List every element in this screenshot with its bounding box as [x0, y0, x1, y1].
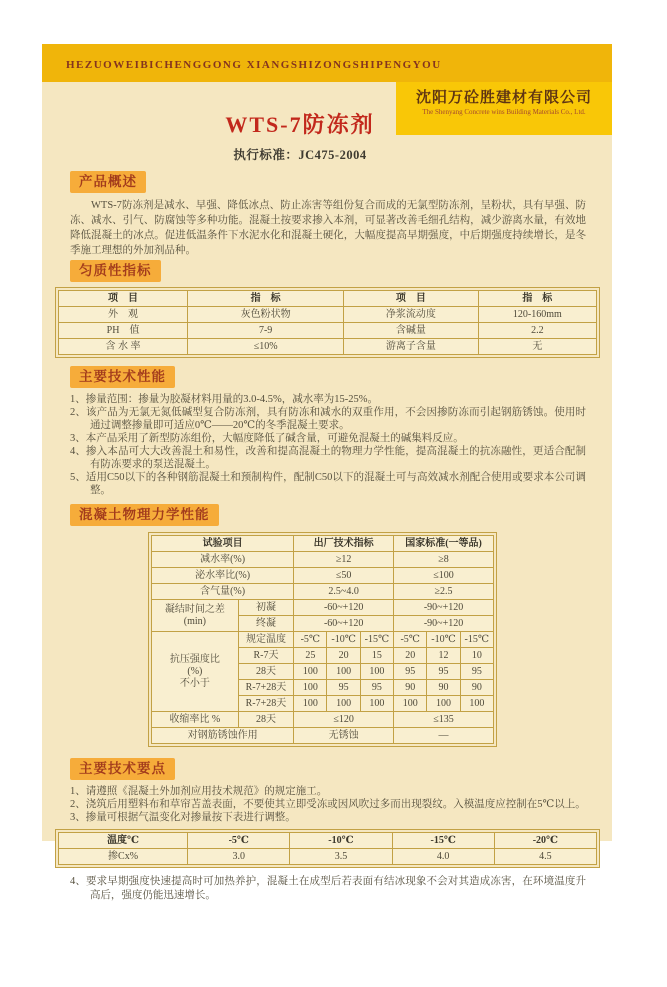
table-cell: -5℃	[394, 632, 427, 648]
table-cell: 90	[460, 680, 493, 696]
strength-unit: (%)	[187, 665, 203, 677]
table-row	[152, 568, 494, 584]
table-row	[59, 323, 597, 339]
performance-list	[70, 393, 586, 497]
table-cell: PH 值	[59, 323, 188, 339]
table-header-row	[59, 833, 597, 849]
list-item: 1、请遵照《混凝土外加剂应用技术规范》的规定施工。	[70, 786, 328, 797]
table-cell: 指 标	[188, 291, 344, 307]
table-cell: 含气量(%)	[152, 584, 294, 600]
table-cell: 28天	[238, 712, 293, 728]
table-row	[59, 307, 597, 323]
table-cell: ≤135	[394, 712, 494, 728]
section-heading-mechanics: 混凝土物理力学性能	[70, 504, 219, 526]
table-cell: -20℃	[494, 833, 596, 849]
table-cell: 100	[327, 664, 360, 680]
table-cell: 100	[360, 696, 393, 712]
table-cell: 100	[460, 696, 493, 712]
setting-unit: (min)	[183, 615, 206, 627]
strength-label: 抗压强度比	[169, 653, 220, 665]
table-cell: 20	[327, 648, 360, 664]
table-row	[152, 600, 494, 616]
table-cell: 20	[394, 648, 427, 664]
list-item: 5、适用C50以下的各种钢筋混凝土和预制构件，配制C50以下的混凝土可与高效减水剂配合使用或要求本公司调整。	[70, 472, 586, 496]
list-item: 4、掺入本品可大大改善混土和易性，改善和提高混凝土的物理力学性能，提高混凝土的抗冻融性，更适合配制有防冻要求的泵送混凝土。	[70, 446, 586, 470]
table-row	[152, 712, 494, 728]
table-cell: 10	[460, 648, 493, 664]
table-row	[152, 552, 494, 568]
table-cell: 对钢筋锈蚀作用	[152, 728, 294, 744]
closing-note: 4、要求早期强度快速提高时可加热养护，混凝土在成型后若表面有结冰现象不会对其造成冻害，在环境温度升高后，强度仍能迅速增长。	[70, 876, 586, 901]
table-cell: 7-9	[188, 323, 344, 339]
mechanics-table	[148, 532, 497, 747]
table-row	[152, 728, 494, 744]
table-cell: ≤100	[394, 568, 494, 584]
table-cell: ≥2.5	[394, 584, 494, 600]
table-header-row	[59, 291, 597, 307]
table-cell: 100	[360, 664, 393, 680]
table-cell: 100	[294, 664, 327, 680]
table-cell: 游离子含量	[344, 339, 479, 355]
table-cell: 指 标	[478, 291, 596, 307]
list-item: 3、本产品采用了新型防冻组份，大幅度降低了碱含量，可避免混凝土的碱集料反应。	[70, 433, 464, 444]
table-cell: 减水率(%)	[152, 552, 294, 568]
table-cell: 100	[327, 696, 360, 712]
table-row	[152, 584, 494, 600]
table-cell: -10℃	[327, 632, 360, 648]
table-cell: -60~+120	[294, 600, 394, 616]
table-cell: 出厂技术指标	[294, 536, 394, 552]
section-heading-performance: 主要技术性能	[70, 366, 175, 388]
table-cell: 95	[327, 680, 360, 696]
table-cell: 90	[394, 680, 427, 696]
strength-note: 不小于	[179, 677, 210, 689]
table-cell: R-7+28天	[238, 696, 293, 712]
company-box	[396, 82, 612, 135]
list-item: 1、掺量范围：掺量为胶凝材料用量的3.0-4.5%，减水率为15-25%。	[70, 394, 378, 405]
table-cell: R-7天	[238, 648, 293, 664]
table-cell: 100	[394, 696, 427, 712]
table-cell: 100	[294, 680, 327, 696]
table-cell: 2.5~4.0	[294, 584, 394, 600]
table-cell: ≥8	[394, 552, 494, 568]
section-heading-homogeneity: 匀质性指标	[70, 260, 161, 282]
table-cell	[152, 632, 239, 712]
table-cell: 2.2	[478, 323, 596, 339]
table-cell: 无锈蚀	[294, 728, 394, 744]
table-cell: 4.0	[392, 849, 494, 865]
table-cell: 120-160mm	[478, 307, 596, 323]
table-cell: R-7+28天	[238, 680, 293, 696]
table-cell: 项 目	[59, 291, 188, 307]
table-cell: 净浆流动度	[344, 307, 479, 323]
document-page	[42, 44, 612, 901]
homogeneity-table	[55, 287, 600, 358]
table-cell: ≤10%	[188, 339, 344, 355]
standard-line: 执行标准：JC475-2004	[233, 148, 367, 162]
table-cell: ≤50	[294, 568, 394, 584]
table-cell: 收缩率比 %	[152, 712, 239, 728]
table-cell: -90~+120	[394, 600, 494, 616]
company-name-en: The Shenyang Concrete wins Building Materials Co., Ltd.	[422, 108, 586, 116]
table-cell: 含碱量	[344, 323, 479, 339]
table-cell: ≤120	[294, 712, 394, 728]
table-cell: -15℃	[392, 833, 494, 849]
table-cell: 终凝	[238, 616, 293, 632]
dosage-table	[55, 829, 600, 868]
table-cell: 15	[360, 648, 393, 664]
table-header-row	[152, 536, 494, 552]
table-cell: 含 水 率	[59, 339, 188, 355]
table-cell: 100	[427, 696, 460, 712]
table-cell: -10℃	[290, 833, 392, 849]
table-cell: 试验项目	[152, 536, 294, 552]
table-cell: 灰色粉状物	[188, 307, 344, 323]
company-name-cn: 沈阳万砼胜建材有限公司	[415, 90, 592, 106]
table-cell: -15℃	[360, 632, 393, 648]
table-cell: 95	[360, 680, 393, 696]
table-cell: 90	[427, 680, 460, 696]
overview-paragraph: WTS-7防冻剂是减水、早强、降低冰点、防止冻害等组份复合而成的无氯型防冻剂，呈粉状，具有早强、防冻、减水、引气、防腐蚀等多种功能。混凝土按要求掺入本剂，可显著改善毛细孔结构，减少游离水量，有效地降低混凝土的冰点。促进低温条件下水泥水化和混凝土硬化，大幅度提高早期强度，中后期强度持续增长，是冬季施工理想的外加剂品种。	[70, 200, 586, 256]
section-heading-overview: 产品概述	[70, 171, 146, 193]
table-cell: 初凝	[238, 600, 293, 616]
table-cell: 25	[294, 648, 327, 664]
table-cell: -15℃	[460, 632, 493, 648]
table-cell: 外 观	[59, 307, 188, 323]
table-cell: 掺Cx%	[59, 849, 188, 865]
section-heading-keypoints: 主要技术要点	[70, 758, 175, 780]
table-cell: 3.5	[290, 849, 392, 865]
table-cell: 项 目	[344, 291, 479, 307]
table-cell: 12	[427, 648, 460, 664]
table-cell: 100	[294, 696, 327, 712]
list-item: 2、浇筑后用塑料布和草帘苫盖表面，不要使其立即受冻或因风吹过多而出现裂纹。入模温度应控制在5℃以上。	[70, 799, 586, 810]
table-cell: 温度℃	[59, 833, 188, 849]
table-cell: -5℃	[188, 833, 290, 849]
table-cell: 95	[394, 664, 427, 680]
table-cell: 国家标准(一等品)	[394, 536, 494, 552]
top-banner-text: HEZUOWEIBICHENGGONG XIANGSHIZONGSHIPENGYOU	[66, 59, 442, 71]
table-cell	[152, 600, 239, 632]
table-cell: 95	[460, 664, 493, 680]
table-cell: 无	[478, 339, 596, 355]
table-cell: 95	[427, 664, 460, 680]
table-cell: 4.5	[494, 849, 596, 865]
setting-label: 凝结时间之差	[164, 603, 225, 615]
table-cell: 泌水率比(%)	[152, 568, 294, 584]
table-cell: 3.0	[188, 849, 290, 865]
table-cell: -60~+120	[294, 616, 394, 632]
list-item: 2、该产品为无氯无氮低碱型复合防冻剂，具有防冻和减水的双重作用，不会因掺防冻而引起钢筋锈蚀。使用时通过调整掺量即可适应0℃——20℃的冬季混凝土要求。	[70, 407, 586, 431]
table-row	[59, 339, 597, 355]
table-cell: -10℃	[427, 632, 460, 648]
product-title: WTS-7防冻剂	[225, 112, 375, 137]
table-cell: -5℃	[294, 632, 327, 648]
table-cell: 28天	[238, 664, 293, 680]
list-item: 3、掺量可根据气温变化对掺量按下表进行调整。	[70, 812, 296, 823]
table-row	[59, 849, 597, 865]
top-banner	[42, 44, 612, 82]
table-cell: -90~+120	[394, 616, 494, 632]
keypoints-list	[70, 785, 586, 824]
table-cell: —	[394, 728, 494, 744]
table-cell: ≥12	[294, 552, 394, 568]
table-row	[152, 632, 494, 648]
table-cell: 规定温度	[238, 632, 293, 648]
